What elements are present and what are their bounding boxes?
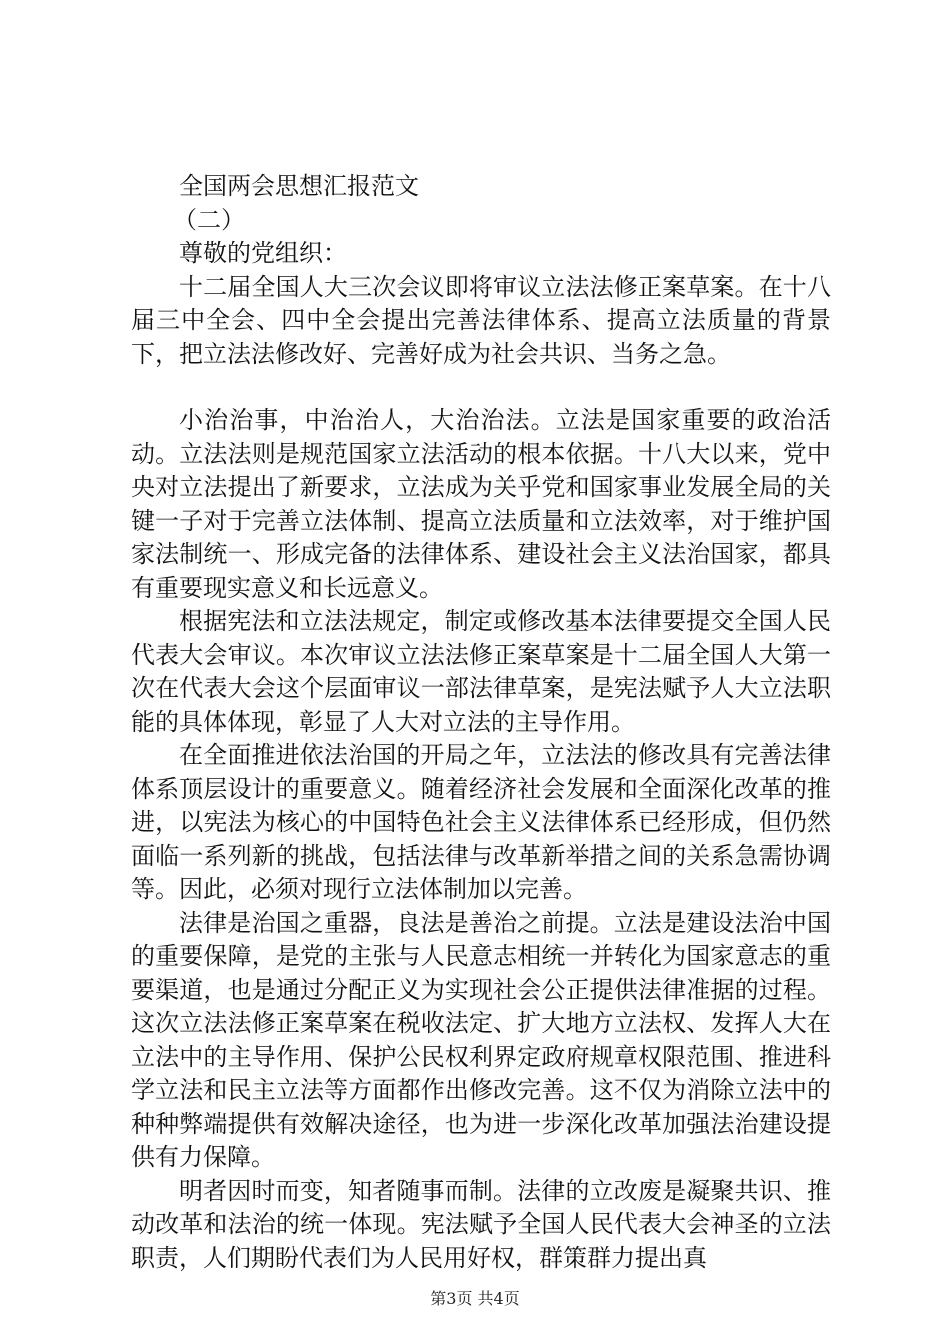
paragraph-1: 十二届全国人大三次会议即将审议立法法修正案草案。在十八届三中全会、四中全会提出完善法律体系、提高立法质量的背景下，把立法法修改好、完善好成为社会共识、当务之急。 [131,272,831,368]
document-subtitle: （二） [173,205,245,234]
paragraph-5: 法律是治国之重器，良法是善治之前提。立法是建设法治中国的重要保障，是党的主张与人民意志相统一并转化为国家意志的重要渠道，也是通过分配正义为实现社会公正提供法律准据的过程。这次立法法修正案草案在税收法定、扩大地方立法权、发挥人大在立法中的主导作用、保护公民权利界定政府规章权限范围、推进科学立法和民主立法等方面都作出修改完善。这不仅为消除立法中的种种弊端提供有效解决途径，也为进一步深化改革加强法治建设提供有力保障。 [131,908,831,1171]
document-body [131,170,831,1275]
paragraph-6: 明者因时而变，知者随事而制。法律的立改废是凝聚共识、推动改革和法治的统一体现。宪法赋予全国人民代表大会神圣的立法职责，人们期盼代表们为人民用好权，群策群力提出真 [131,1176,831,1272]
paragraph-4: 在全面推进依法治国的开局之年，立法法的修改具有完善法律体系顶层设计的重要意义。随着经济社会发展和全面深化改革的推进，以宪法为核心的中国特色社会主义法律体系已经形成，但仍然面临一系列新的挑战，包括法律与改革新举措之间的关系急需协调等。因此，必须对现行立法体制加以完善。 [131,741,831,903]
page-footer: 第3页 共4页 [430,1289,520,1308]
document-title: 全国两会思想汇报范文 [179,172,419,200]
paragraph-2: 小治治事，中治治人，大治治法。立法是国家重要的政治活动。立法法则是规范国家立法活动的根本依据。十八大以来，党中央对立法提出了新要求，立法成为关乎党和国家事业发展全局的关键一子对于完善立法体制、提高立法质量和立法效率，对于维护国家法制统一、形成完备的法律体系、建设社会主义法治国家，都具有重要现实意义和长远意义。 [131,406,831,602]
paragraph-3: 根据宪法和立法法规定，制定或修改基本法律要提交全国人民代表大会审议。本次审议立法法修正案草案是十二届全国人大第一次在代表大会这个层面审议一部法律草案，是宪法赋予人大立法职能的具体体现，彰显了人大对立法的主导作用。 [131,607,831,736]
salutation: 尊敬的党组织： [179,239,347,267]
